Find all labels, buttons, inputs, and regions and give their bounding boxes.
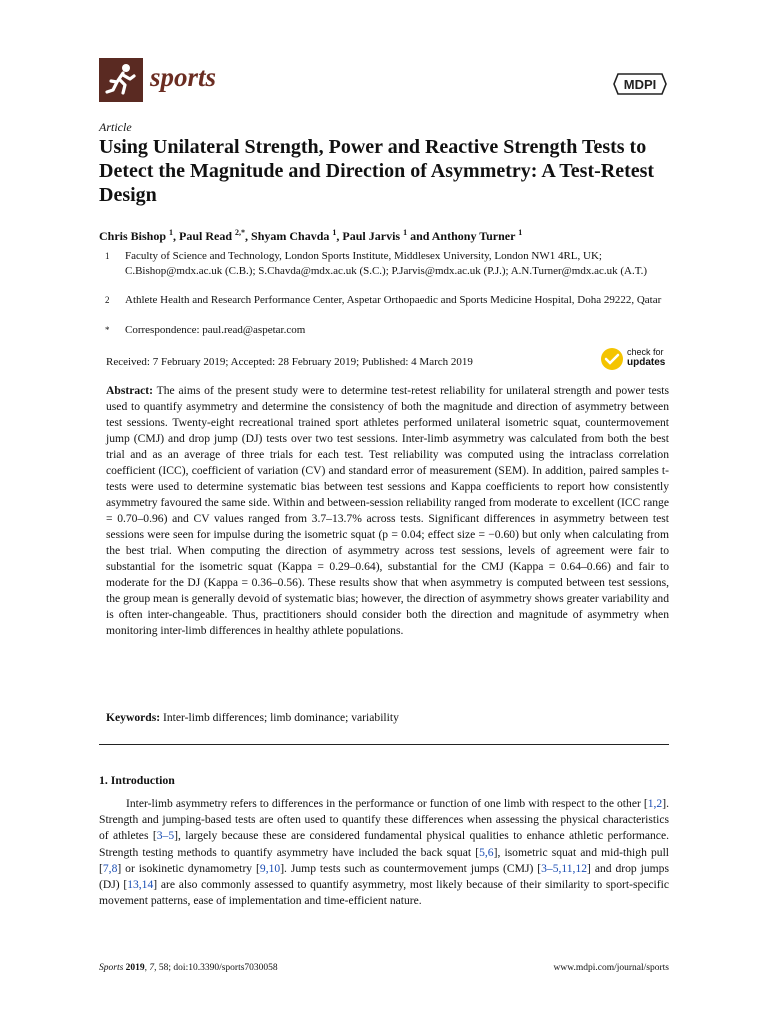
affiliation-1 bbox=[99, 249, 669, 294]
keywords bbox=[106, 711, 669, 724]
check-updates-icon bbox=[600, 347, 624, 371]
author-name: Chris Bishop bbox=[99, 229, 167, 243]
intro-text: ], isometric squat and mid-thigh pull [ bbox=[99, 845, 670, 875]
publisher-logo bbox=[612, 70, 668, 98]
publication-dates: Received: 7 February 2019; Accepted: 28 February 2019; Published: 4 March 2019 bbox=[106, 356, 473, 368]
affiliation-number: * bbox=[105, 325, 110, 335]
citation-link[interactable]: 9,10 bbox=[259, 861, 281, 875]
runner-icon bbox=[99, 58, 143, 102]
check-for-updates-badge[interactable] bbox=[600, 345, 675, 373]
affiliation-text: Faculty of Science and Technology, London Sports Institute, Middlesex University, London NW1 4RL, UK; C.Bishop@mdx.ac.uk (C.B.); S.Chavda@mdx.ac.uk (S.C.); P.Jarvis@mdx.ac.uk (P.J.); A.N.Turner@mdx.ac.uk (A.T.) bbox=[125, 250, 648, 277]
footer-journal: Sports bbox=[99, 963, 124, 973]
footer-volume: 7 bbox=[149, 963, 155, 973]
footer-url[interactable]: www.mdpi.com/journal/sports bbox=[553, 963, 669, 973]
author-name: Paul Jarvis bbox=[342, 229, 401, 243]
article-type: Article bbox=[99, 120, 132, 134]
author-affil: 1 bbox=[169, 228, 174, 237]
author-affil: 2,* bbox=[235, 228, 246, 237]
footer-doi: , 58; doi:10.3390/sports7030058 bbox=[154, 963, 278, 973]
intro-text: ], largely because these are considered fundamental physical qualities to enhance athletic performance. Strength testing methods to quantify asymmetry have included the back squat [ bbox=[99, 829, 669, 859]
author-affil: 1 bbox=[403, 228, 408, 237]
keywords-label: Keywords: bbox=[106, 711, 161, 724]
author-affil: 1 bbox=[332, 228, 337, 237]
section-heading: 1. Introduction bbox=[99, 773, 175, 787]
keywords-text: Inter-limb differences; limb dominance; variability bbox=[163, 711, 399, 724]
author-name: Shyam Chavda bbox=[251, 229, 330, 243]
journal-name: sports bbox=[150, 62, 217, 92]
correspondence-text: Correspondence: paul.read@aspetar.com bbox=[125, 324, 306, 336]
author-name: Anthony Turner bbox=[431, 229, 516, 243]
intro-text: ] or isokinetic dynamometry [ bbox=[117, 861, 260, 875]
section-divider bbox=[99, 744, 669, 745]
affiliation-number: 1 bbox=[105, 251, 110, 261]
intro-text: ] are also commonly assessed to quantify asymmetry, most likely because of their similarity to sport-specific movement patterns, ease of implementation and time-efficient nature. bbox=[99, 878, 669, 908]
citation-link[interactable]: 7,8 bbox=[102, 861, 118, 875]
affiliation-text: Athlete Health and Research Performance Center, Aspetar Orthopaedic and Sports Medicine Hospital, Doha 29222, Qatar bbox=[125, 294, 662, 306]
intro-text: ]. Strength and jumping-based tests are often used to quantify these differences when assessing the physical characteristics of athletes [ bbox=[99, 797, 669, 843]
author-list: Chris Bishop $^1$, Paul Read $^{2,*}$, Shyam Chavda $^1$, Paul Jarvis $^1$ and Anthony Turner $^1$ bbox=[99, 228, 523, 243]
citation-link[interactable]: 3–5 bbox=[156, 829, 175, 843]
check-updates-line2: updates bbox=[627, 357, 666, 368]
check-updates-line1: check for bbox=[627, 347, 664, 357]
intro-text: Inter-limb asymmetry refers to differences in the performance or function of one limb with respect to the other [ bbox=[126, 797, 648, 810]
abstract-text: The aims of the present study were to determine test-retest reliability for unilateral strength and power tests used to quantify asymmetry and determine the consistency of both the magnitude and direction of asymmetry between test sessions. Twenty-eight recreational trained sport athletes performed unilateral isometric squat, countermovement jump (CMJ) and drop jump (DJ) tests over two test sessions. Inter-limb asymmetry was calculated from both the best trial and as an average of three trials for each test. Test reliability was computed using the intraclass correlation coefficient (ICC), coefficient of variation (CV) and standard error of measurement (SEM). In addition, paired samples t-tests were used to determine systematic bias between test sessions and Kappa coefficients to report how consistently asymmetry favoured the same side. Within and between-session reliability ranged from moderate to excellent (ICC range = 0.70–0.96) and CV values ranged from 3.7–13.7% across tests. Significant differences in asymmetry between test sessions were seen for impulse during the isometric squat (p = 0.04; effect size = −0.60) but only when calculating from the best trial. When computing the direction of asymmetry across test sessions, levels of agreement were fair to substantial for the isometric squat (Kappa = 0.29–0.64), substantial for the CMJ (Kappa = 0.64–0.66) and fair to moderate for the DJ (Kappa = 0.36–0.56). These results show that when asymmetry is computed between test sessions, the group mean is generally devoid of systematic bias; however, the direction of asymmetry shows greater variability and is often inter-changeable. Thus, practitioners should consider both the direction and magnitude of asymmetry when monitoring inter-limb differences in healthy athlete populations. bbox=[106, 384, 669, 637]
journal-logo bbox=[99, 58, 143, 102]
citation-link[interactable]: 1,2 bbox=[647, 797, 663, 810]
abstract-label: Abstract: bbox=[106, 384, 154, 397]
author-affil: 1 bbox=[518, 228, 523, 237]
publisher-name: MDPI bbox=[623, 77, 657, 92]
citation-link[interactable]: 13,14 bbox=[127, 878, 154, 892]
citation-link[interactable]: 3–5,11,12 bbox=[541, 861, 588, 875]
abstract bbox=[106, 383, 669, 639]
paper-title: Using Unilateral Strength, Power and Reactive Strength Tests to Detect the Magnitude and Direction of Asymmetry: A Test-Retest Design bbox=[99, 136, 655, 206]
citation-link[interactable]: 5,6 bbox=[479, 845, 494, 859]
intro-paragraph bbox=[99, 796, 669, 909]
author-name: Paul Read bbox=[179, 229, 233, 243]
footer-citation: Sports 2019, 7, 58; doi:10.3390/sports7030058 bbox=[99, 963, 278, 973]
affiliation-number: 2 bbox=[105, 295, 110, 305]
affiliation-2 bbox=[99, 293, 669, 323]
intro-text: ]. Jump tests such as countermovement jumps (CMJ) [ bbox=[280, 861, 542, 875]
footer-year: 2019 bbox=[125, 963, 145, 973]
correspondence bbox=[99, 323, 669, 338]
intro-text: ] and drop jumps (DJ) [ bbox=[99, 861, 669, 892]
